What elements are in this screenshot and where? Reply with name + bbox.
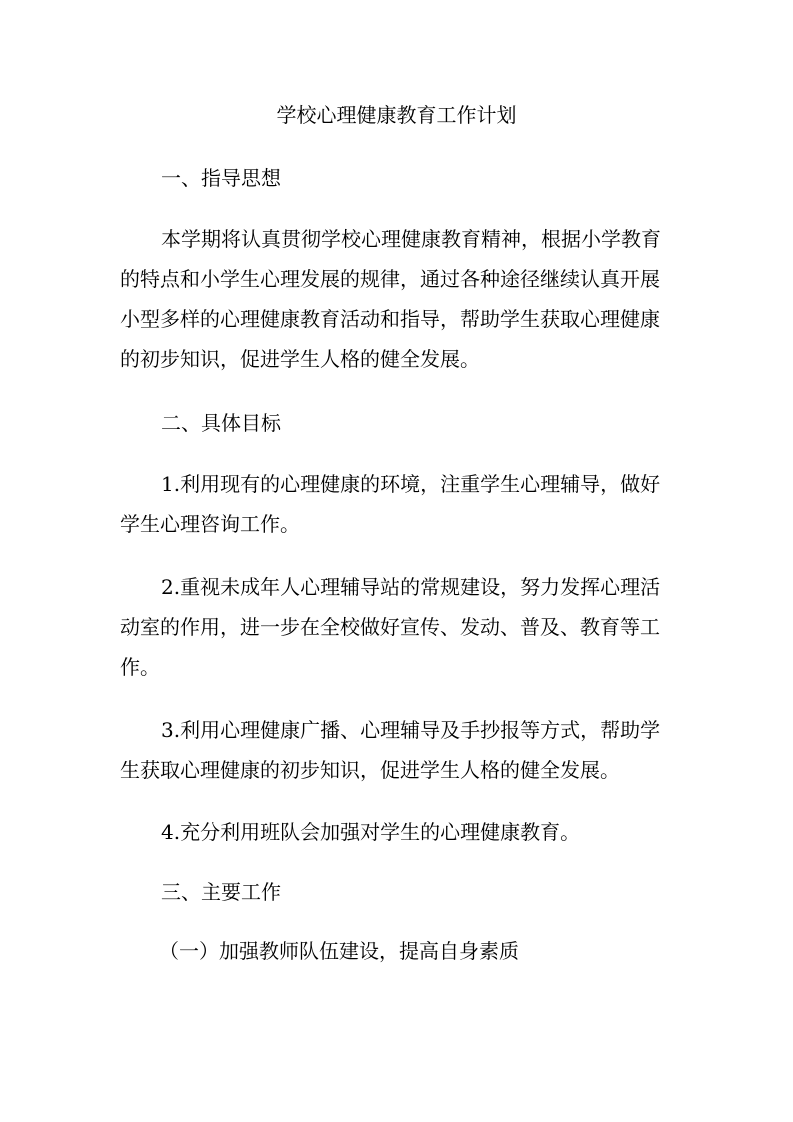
goal-2-line: 动室的作用，进一步在全校做好宣传、发动、普及、教育等工: [120, 615, 660, 639]
section-heading-main-work: 三、主要工作: [161, 880, 281, 904]
goal-2-line: 作。: [120, 655, 160, 679]
paragraph-line: 的特点和小学生心理发展的规律，通过各种途径继续认真开展: [120, 267, 660, 291]
paragraph-line: 的初步知识，促进学生人格的健全发展。: [120, 347, 480, 371]
goal-1-line: 1.利用现有的心理健康的环境，注重学生心理辅导，做好: [161, 472, 661, 496]
goal-2-line: 2.重视未成年人心理辅导站的常规建设，努力发挥心理活: [161, 575, 661, 599]
paragraph-line: 本学期将认真贯彻学校心理健康教育精神，根据小学教育: [161, 227, 661, 251]
paragraph-line: 小型多样的心理健康教育活动和指导，帮助学生获取心理健康: [120, 307, 660, 331]
goal-3-line: 3.利用心理健康广播、心理辅导及手抄报等方式，帮助学: [161, 718, 661, 742]
subsection-heading-teacher-team: （一）加强教师队伍建设，提高自身素质: [159, 939, 519, 963]
goal-3-line: 生获取心理健康的初步知识，促进学生人格的健全发展。: [120, 758, 620, 782]
section-heading-guiding-ideology: 一、指导思想: [161, 166, 281, 190]
goal-1-line: 学生心理咨询工作。: [120, 512, 300, 536]
goal-4-line: 4.充分利用班队会加强对学生的心理健康教育。: [161, 820, 581, 844]
section-heading-specific-goals: 二、具体目标: [161, 411, 281, 435]
document-title: 学校心理健康教育工作计划: [276, 103, 517, 127]
